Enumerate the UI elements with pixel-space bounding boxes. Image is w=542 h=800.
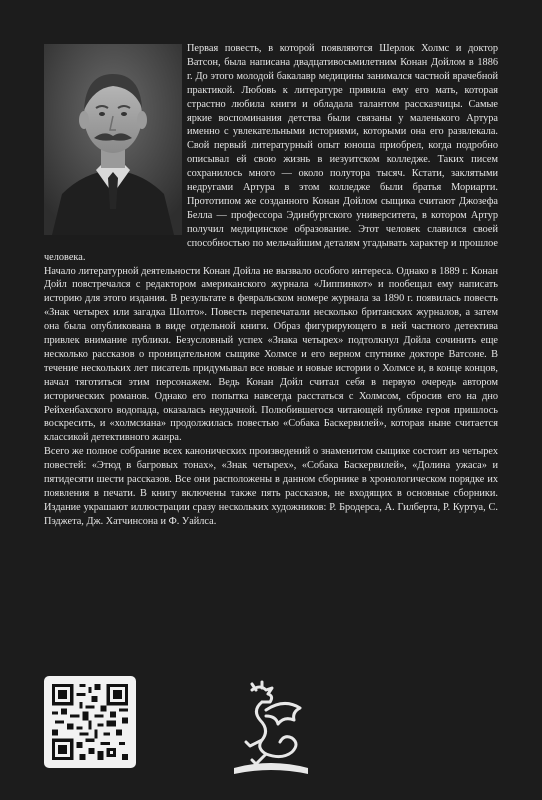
qr-code-icon (44, 676, 136, 768)
blurb-text (44, 42, 498, 529)
paragraph: Всего же полное собрание всех канонических произведений о знаменитом сыщике состоит из четырех повестей: «Этюд в багровых тонах», «Знак четырех», «Собака Баскервилей», «Долина ужаса» и пятидесяти шести рассказов. Все они расположены в данном сборнике в хронологическом порядке их появления в печати. В книгу включены также пять рассказов, не входящих в основные сборники. Издание украшают иллюстрации сразу нескольких художников: Р. Бродерса, А. Гилберта, Р. Куртуа, С. Пэджета, Дж. Хатчинсона и Ф. Уайлса. (44, 446, 498, 527)
portrait-spacer (44, 42, 187, 238)
paragraph: Первая повесть, в которой появляются Шерлок Холмс и доктор Ватсон, была написана двадцативосьмилетним Конан Дойлом в 1886 г. До этого молодой бакалавр медицины занимался частной врачебной практикой. Любовь к литературе привила ему его мать, которая страстно любила книги и обладала талантом рассказчицы. Самые яркие воспоминания детства были связаны у маленького Артура именно с увлекательными историями, которыми она его развлекала. Свой первый литературный опыт юноша приобрел, когда подробно описывал ей свою жизнь в иезуитском колледже. Таких писем сохранилось много — около полутора тысяч. Кстати, заклятыми недругами Артура в этом колледже были братья Мориарти. Прототипом же созданного Конан Дойлом сыщика считают Джозефа Белла — профессора Эдинбургского университета, в котором Артур получил медицинское образование. Этот человек славился своей способностью по мельчайшим деталям угадывать характер и прошлое человека. (44, 43, 498, 263)
dragon-logo-icon (222, 680, 320, 780)
paragraph: Начало литературной деятельности Конан Дойла не вызвало особого интереса. Однако в 1889 г. Конан Дойл повстречался с редактором американского журнала «Липпинкот» и пообещал ему написать историю для этого издания. В результате в февральском номере журнала за 1890 г. появилась повесть «Знак четырех или загадка Шолто». Повесть перепечатали несколько британских журналов, а затем она была опубликована в виде отдельной книги. Образ фигурирующего в ней частного детектива привлек внимание публики. Безусловный успех «Знака четырех» подтолкнул Дойла сочинить еще несколько рассказов о проницательном сыщике Холмсе и его верном спутнике докторе Ватсоне. В течение нескольких лет писатель придумывал все новые и новые истории о Холмсе и, в конце концов, начал тяготиться этим персонажем. Ведь Конан Дойл считал себя в первую очередь автором исторических романов. Однако его попытка навсегда расстаться с Холмсом, сбросив его на дно Рейхенбахского водопада, оказалась неудачной. Полюбившегося читающей публике героя пришлось воскресить, и «холмсиана» продолжилась повестью «Собака Баскервилей», которая ныне считается классикой детективного жанра. (44, 265, 498, 444)
